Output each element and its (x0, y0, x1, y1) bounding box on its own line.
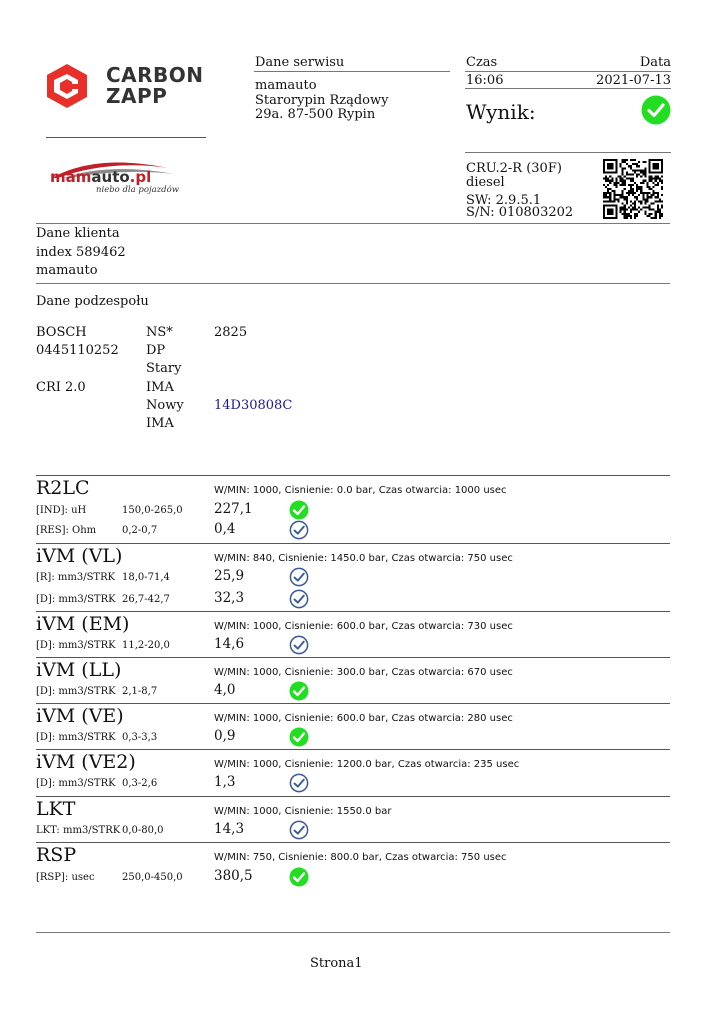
measurement-value: 4,0 (214, 682, 236, 698)
measurement-label: [D]: mm3/STRK (36, 640, 116, 651)
pass-check-blue-icon (289, 773, 309, 793)
measurement-range: 0,0-80,0 (122, 825, 164, 836)
measurement-label: [RES]: Ohm (36, 525, 97, 536)
time-label: Czas (466, 55, 498, 70)
test-section-rule (36, 543, 670, 544)
measurement-range: 11,2-20,0 (122, 640, 170, 651)
test-parameters: W/MIN: 1000, Cisnienie: 1200.0 bar, Czas otwarcia: 235 usec (214, 759, 520, 770)
component-label-nowy: Nowy (146, 398, 184, 413)
test-section-rule (36, 475, 670, 476)
component-header: Dane podzespołu (36, 294, 149, 309)
test-title: LKT (36, 798, 76, 820)
measurement-range: 0,3-2,6 (122, 778, 158, 789)
measurement-range: 26,7-42,7 (122, 594, 170, 605)
partner-logo-part3: .pl (129, 168, 152, 186)
test-parameters: W/MIN: 1000, Cisnienie: 0.0 bar, Czas otwarcia: 1000 usec (214, 485, 507, 496)
partner-logo-tagline: niebo dla pojazdów (96, 185, 179, 195)
test-section-rule (36, 796, 670, 797)
measurement-value: 227,1 (214, 501, 253, 517)
pass-check-green-icon (289, 681, 309, 701)
date-label: Data (639, 55, 671, 70)
brand-name-line2: ZAPP (106, 84, 168, 108)
pass-check-blue-icon (289, 820, 309, 840)
test-section-rule (36, 703, 670, 704)
test-title: iVM (VE2) (36, 751, 136, 773)
client-index: index 589462 (36, 245, 126, 260)
measurement-range: 250,0-450,0 (122, 872, 183, 883)
measurement-label: [IND]: uH (36, 505, 87, 516)
test-title: iVM (VL) (36, 545, 123, 567)
measurement-label: [D]: mm3/STRK (36, 778, 116, 789)
measurement-value: 25,9 (214, 568, 245, 584)
pass-check-green-icon (289, 727, 309, 747)
measurement-label: [D]: mm3/STRK (36, 732, 116, 743)
component-label-ns: NS* (146, 325, 173, 340)
client-header: Dane klienta (36, 226, 120, 241)
test-title: iVM (VE) (36, 705, 124, 727)
measurement-label: LKT: mm3/STRK (36, 825, 121, 836)
measurement-value: 0,4 (214, 521, 236, 537)
partner-logo-part1: mam (50, 168, 92, 186)
footer-rule (36, 932, 670, 933)
pass-check-blue-icon (289, 520, 309, 540)
measurement-range: 150,0-265,0 (122, 505, 183, 516)
measurement-range: 18,0-71,4 (122, 572, 170, 583)
partner-logo-part2: auto (91, 168, 130, 186)
client-name: mamauto (36, 263, 98, 278)
test-section-rule (36, 611, 670, 612)
test-title: iVM (EM) (36, 613, 130, 635)
test-parameters: W/MIN: 1000, Cisnienie: 600.0 bar, Czas otwarcia: 280 usec (214, 713, 513, 724)
brand-name-line1: CARBON (106, 63, 204, 87)
component-new-ima-value: 14D30808C (214, 398, 293, 413)
component-ns-value: 2825 (214, 325, 248, 340)
pass-check-green-icon (289, 500, 309, 520)
measurement-label: [R]: mm3/STRK (36, 572, 116, 583)
device-fuel: diesel (466, 175, 505, 190)
test-title: R2LC (36, 477, 90, 499)
test-parameters: W/MIN: 840, Cisnienie: 1450.0 bar, Czas otwarcia: 750 usec (214, 553, 513, 564)
date-value: 2021-07-13 (596, 73, 671, 88)
test-title: RSP (36, 844, 77, 866)
component-part-number: 0445110252 (36, 343, 119, 358)
pass-check-blue-icon (289, 635, 309, 655)
service-header: Dane serwisu (255, 55, 345, 70)
test-title: iVM (LL) (36, 659, 122, 681)
component-label-stary: Stary (146, 361, 182, 376)
service-name: mamauto (255, 78, 317, 93)
test-parameters: W/MIN: 1000, Cisnienie: 600.0 bar, Czas otwarcia: 730 usec (214, 621, 513, 632)
test-section-rule (36, 749, 670, 750)
test-section-rule (36, 657, 670, 658)
measurement-label: [D]: mm3/STRK (36, 686, 116, 697)
measurement-label: [D]: mm3/STRK (36, 594, 116, 605)
component-label-dp: DP (146, 343, 166, 358)
measurement-value: 380,5 (214, 868, 253, 884)
time-value: 16:06 (466, 73, 504, 88)
component-label-ima-old: IMA (146, 380, 174, 395)
measurement-range: 0,2-0,7 (122, 525, 158, 536)
component-type: CRI 2.0 (36, 380, 86, 395)
measurement-range: 0,3-3,3 (122, 732, 158, 743)
measurement-value: 14,6 (214, 636, 245, 652)
test-section-rule (36, 842, 670, 843)
measurement-range: 2,1-8,7 (122, 686, 158, 697)
measurement-value: 14,3 (214, 821, 245, 837)
service-address-line2: 29a. 87-500 Rypin (255, 107, 376, 122)
test-parameters: W/MIN: 750, Cisnienie: 800.0 bar, Czas otwarcia: 750 usec (214, 852, 507, 863)
pass-check-blue-icon (289, 567, 309, 587)
page-number: Strona1 (310, 956, 363, 971)
test-parameters: W/MIN: 1000, Cisnienie: 300.0 bar, Czas otwarcia: 670 usec (214, 667, 513, 678)
device-sn: S/N: 010803202 (466, 205, 574, 220)
component-manufacturer: BOSCH (36, 325, 87, 340)
device-sw: SW: 2.9.5.1 (466, 193, 542, 208)
measurement-value: 1,3 (214, 774, 236, 790)
service-address-line1: Starorypin Rządowy (255, 93, 389, 108)
measurement-value: 32,3 (214, 590, 245, 606)
test-parameters: W/MIN: 1000, Cisnienie: 1550.0 bar (214, 806, 392, 817)
pass-check-blue-icon (289, 589, 309, 609)
measurement-label: [RSP]: usec (36, 872, 95, 883)
result-label: Wynik: (466, 100, 536, 124)
device-model: CRU.2-R (30F) (466, 161, 562, 176)
component-label-ima-new: IMA (146, 416, 174, 431)
measurement-value: 0,9 (214, 728, 236, 744)
pass-check-green-icon (289, 867, 309, 887)
